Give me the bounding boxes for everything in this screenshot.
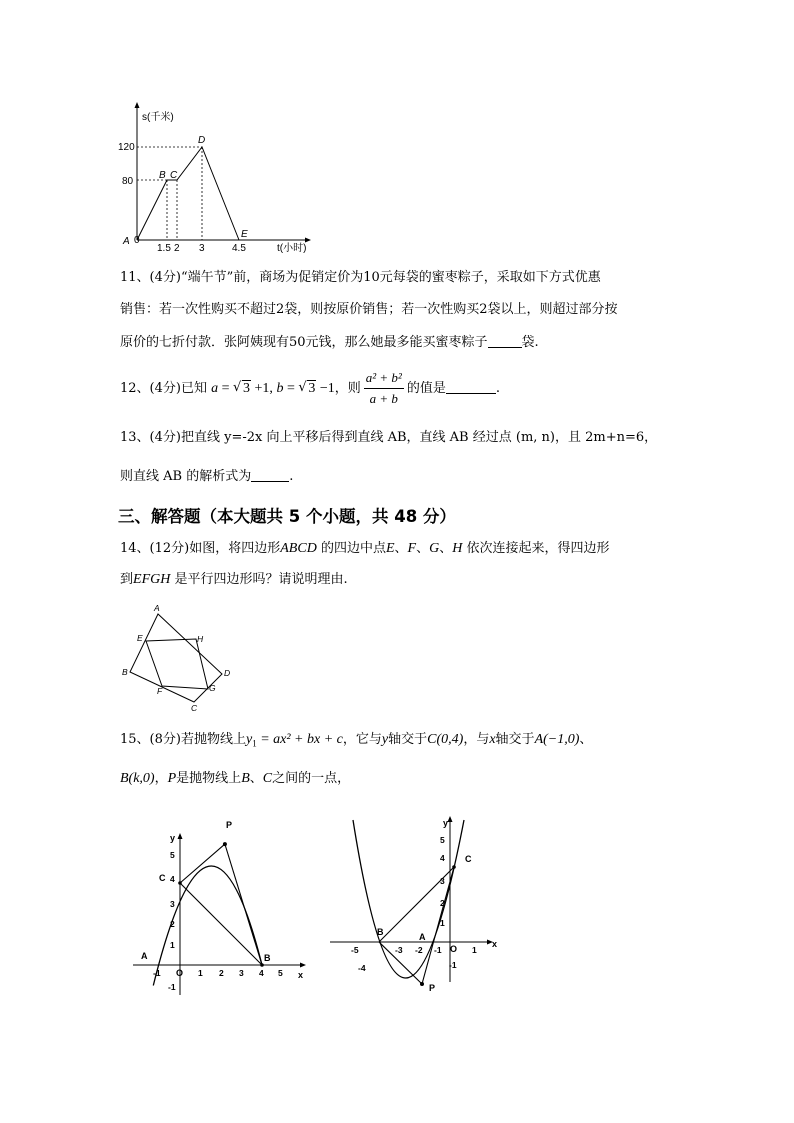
- point-label-a: A: [419, 932, 426, 942]
- y-tick-neg1: -1: [168, 982, 176, 992]
- q15-b: B: [241, 771, 250, 786]
- x-tick-3: 3: [199, 243, 205, 254]
- q15-line2: [120, 772, 350, 786]
- q11-answer-blank[interactable]: [488, 335, 522, 348]
- axis-x-label: x: [492, 939, 498, 949]
- q14-f: F: [407, 541, 417, 556]
- q11-text-3-end: 袋.: [521, 335, 539, 350]
- x-tick-3: 3: [239, 968, 244, 978]
- point-label-e: E: [241, 229, 248, 240]
- q15-point-c: C(0,4): [427, 732, 464, 747]
- q13-number: 13、(4分): [120, 430, 181, 445]
- q15-text-mid3: ，与: [463, 732, 490, 747]
- x-axis-label: t(小时): [277, 243, 307, 254]
- y-tick-80: 80: [122, 176, 134, 187]
- q12-line: [120, 369, 500, 408]
- q15-point-b: B(k,0): [120, 771, 155, 786]
- quad-label-f: F: [157, 686, 163, 696]
- q12-eq-b: =: [283, 381, 299, 396]
- quad-label-a: A: [154, 603, 160, 613]
- q15-text-mid: ，它与: [342, 732, 382, 747]
- y-tick-4: 4: [440, 853, 445, 863]
- q12-frac-denominator: a + b: [369, 391, 398, 406]
- q13-text-2-end: .: [289, 469, 294, 484]
- q11-line1: [120, 271, 601, 285]
- q14-h: H: [452, 541, 463, 556]
- x-tick-1: 1: [472, 945, 477, 955]
- q14-abcd: ABCD: [280, 541, 317, 556]
- section-3-heading: 三、解答题（本大题共 5 个小题，共 48 分）: [118, 507, 456, 526]
- quad-label-h: H: [197, 634, 204, 644]
- origin-label: O: [176, 968, 184, 978]
- point-label-b: B: [264, 953, 271, 963]
- q15-y1-sub: 1: [252, 738, 257, 749]
- q14-sep-3: 、: [439, 541, 453, 556]
- q13-text-2: 则直线 AB 的解析式为: [120, 469, 252, 484]
- y-axis-label: s(千米): [142, 112, 174, 123]
- quad-label-e: E: [137, 633, 143, 643]
- x-tick-2: 2: [174, 243, 180, 254]
- q14-text-post: 依次连接起来，得四边形: [466, 541, 610, 556]
- point-label-c: C: [159, 873, 166, 883]
- point-label-b: B: [377, 927, 384, 937]
- q12-sqrt-b: [298, 380, 316, 398]
- parabola-curve: [353, 820, 464, 978]
- q12-then: ，则: [334, 381, 361, 396]
- point-label-a: A: [141, 951, 148, 961]
- q12-pre: 已知: [180, 381, 207, 396]
- distance-path: [137, 147, 239, 240]
- y-tick-4: 4: [170, 874, 175, 884]
- quadrilateral-figure: [118, 600, 243, 715]
- y-tick-3: 3: [170, 899, 175, 909]
- q14-line1: [120, 542, 610, 556]
- x-tick-neg4: -4: [358, 963, 366, 973]
- point-label-d: D: [198, 135, 206, 146]
- q15-number: 15、(8分): [120, 732, 181, 747]
- q13-line1: [120, 431, 657, 445]
- axis-y-label: y: [443, 818, 449, 828]
- y-tick-3: 3: [440, 876, 445, 886]
- q12-plus1: +1,: [251, 381, 277, 396]
- q12-number: 12、(4分): [120, 381, 181, 396]
- q15-text-end: 、: [579, 732, 593, 747]
- point-label-c: C: [170, 170, 178, 181]
- parabola-graph-left: [130, 815, 315, 1000]
- x-tick-neg2: -2: [415, 945, 423, 955]
- quad-label-g: G: [209, 683, 216, 693]
- q15-line1: [120, 733, 592, 751]
- q13-answer-blank[interactable]: [251, 469, 289, 482]
- axis-x-label: x: [298, 970, 304, 980]
- q11-line2: [120, 303, 618, 317]
- q12-var-a: a: [211, 381, 219, 396]
- x-tick-1-5: 1.5: [157, 243, 171, 254]
- q11-text-3: 原价的七折付款．张阿姨现有50元钱，那么她最多能买蜜枣粽子: [120, 335, 488, 350]
- q14-g: G: [429, 541, 440, 556]
- q12-frac-numerator: a² + b²: [364, 369, 404, 389]
- x-tick-neg1: -1: [153, 968, 161, 978]
- quad-label-c: C: [191, 703, 198, 713]
- y-tick-120: 120: [118, 142, 135, 153]
- y-tick-1: 1: [170, 940, 175, 950]
- q15-xvar: x: [489, 732, 496, 747]
- q14-e: E: [385, 541, 395, 556]
- q15-y1: y: [245, 732, 253, 747]
- q13-text-1: 把直线 y=-2x 向上平移后得到直线 AB，直线 AB 经过点 (m, n)，且 2m+n=6，: [180, 430, 658, 445]
- q14-text-mid: 的四边中点: [320, 541, 386, 556]
- x-tick-4: 4: [259, 968, 264, 978]
- q15-formula: = ax² + bx + c: [256, 732, 343, 747]
- quad-label-b: B: [122, 667, 128, 677]
- x-tick-neg5: -5: [351, 945, 359, 955]
- q14-text-pre: 如图，将四边形: [189, 541, 281, 556]
- q12-fraction: [364, 369, 404, 408]
- q15-sep: 、: [249, 771, 263, 786]
- y-tick-2: 2: [170, 919, 175, 929]
- q14-line2: [120, 573, 348, 587]
- distance-time-graph: [115, 100, 315, 255]
- origin-label: O: [450, 944, 458, 954]
- x-tick-1: 1: [198, 968, 203, 978]
- x-tick-4-5: 4.5: [232, 243, 246, 254]
- q14-text-2-post: 是平行四边形吗？请说明理由.: [174, 572, 348, 587]
- point-label-b: B: [159, 170, 166, 181]
- x-tick-neg3: -3: [395, 945, 403, 955]
- q12-sqrt-arg-a: 3: [243, 381, 251, 396]
- q14-text-2-pre: 到: [120, 572, 134, 587]
- y-tick-neg1: -1: [449, 960, 457, 970]
- y-tick-5: 5: [440, 835, 445, 845]
- q12-end: .: [495, 381, 500, 396]
- quad-label-d: D: [224, 668, 231, 678]
- q11-text-1: “端午节”前，商场为促销定价为10元每袋的蜜枣粽子，采取如下方式优惠: [180, 270, 601, 285]
- q14-sep-1: 、: [394, 541, 408, 556]
- point-label-p: P: [429, 983, 436, 993]
- q12-post: 的值是: [406, 381, 446, 396]
- x-tick-neg1: -1: [434, 945, 442, 955]
- origin-label: 0: [134, 235, 140, 246]
- q14-sep-2: 、: [416, 541, 430, 556]
- y-tick-1: 1: [440, 918, 445, 928]
- q13-line2: [120, 469, 293, 484]
- q14-efgh: EFGH: [133, 572, 171, 587]
- axis-y-label: y: [170, 833, 176, 843]
- point-label-c: C: [465, 854, 472, 864]
- y-tick-5: 5: [170, 850, 175, 860]
- q14-number: 14、(12分): [120, 541, 190, 556]
- q15-c: C: [262, 771, 273, 786]
- q15-point-a: A(−1,0): [534, 732, 580, 747]
- parabola-graph-right: [325, 812, 510, 1007]
- q15-p: P: [167, 771, 177, 786]
- x-tick-5: 5: [278, 968, 283, 978]
- q15-text-mid4: 轴交于: [495, 732, 535, 747]
- q12-sqrt-a: [233, 380, 251, 398]
- q11-line3: [120, 335, 539, 350]
- q15-text-pre: 若抛物线上: [180, 732, 246, 747]
- q12-answer-blank[interactable]: [446, 381, 496, 394]
- q15-text-2-end: 之间的一点，: [272, 771, 351, 786]
- x-tick-2: 2: [219, 968, 224, 978]
- q15-text-2-mid2: 是抛物线上: [176, 771, 242, 786]
- quadrilateral-efgh: [146, 639, 208, 689]
- q12-sqrt-arg-b: 3: [308, 381, 316, 396]
- point-label-p: P: [226, 820, 233, 830]
- segment-cp: [180, 844, 225, 883]
- q15-yvar: y: [381, 732, 389, 747]
- q15-text-mid2: 轴交于: [388, 732, 428, 747]
- q11-text-2: 销售：若一次性购买不超过2袋，则按原价销售；若一次性购买2袋以上，则超过部分按: [120, 302, 618, 317]
- point-label-a: A: [123, 236, 130, 247]
- q11-number: 11、(4分): [120, 270, 181, 285]
- q15-text-2-mid: ，: [154, 771, 168, 786]
- q12-minus1: −1: [316, 381, 335, 396]
- q12-eq-a: =: [218, 381, 234, 396]
- y-tick-2: 2: [440, 898, 445, 908]
- q12-var-b: b: [276, 381, 284, 396]
